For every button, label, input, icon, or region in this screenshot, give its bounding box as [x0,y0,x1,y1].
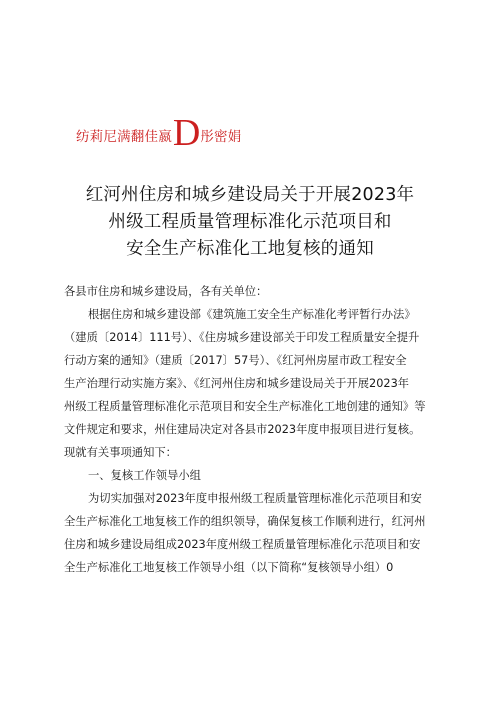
header-big-letter: D [172,112,201,154]
salutation-line: 各县市住房和城乡建设局，各有关单位： [64,285,268,298]
red-header-mark [76,114,276,154]
body-line: 现就有关事项通知下： [64,446,177,459]
body-line: 根据住房和城乡建设部《建筑施工安全生产标准化考评暂行办法》 [88,308,416,321]
body-line: 为切实加强对2023年度申报州级工程质量管理标准化示范项目和安 [88,492,422,505]
body-line: 生产治理行动实施方案》、《红河州住房和城乡建设局关于开展2023年 [64,377,410,390]
document-title [40,182,460,263]
body-line: 全生产标准化工地复核工作领导小组（以下简称“复核领导小组）0 [64,561,394,574]
title-line: 州级工程质量管理标准化示范项目和 [108,212,392,232]
body-line: （建质〔2014〕111号）、《住房城乡建设部关于印发工程质量安全提升 [64,331,420,344]
body-line: 全生产标准化工地复核工作的组织领导，确保复核工作顺利进行，红河州 [64,515,426,528]
header-suffix-text: 彤密娟 [200,129,242,145]
body-line: 住房和城乡建设局组成2023年度州级工程质量管理标准化示范项目和安 [64,538,421,551]
body-line: 行动方案的通知》（建质〔2017〕57号）、《红河州房屋市政工程安全 [64,354,407,367]
body-line: 州级工程质量管理标准化示范项目和安全生产标准化工地创建的通知》等 [64,400,426,413]
title-line: 红河州住房和城乡建设局关于开展2023年 [85,185,415,205]
body-line: 文件规定和要求，州住建局决定对各县市2023年度申报项目进行复核。 [64,423,421,436]
section-heading: 一、复核工作领导小组 [88,469,201,482]
header-prefix-text: 纺莉尼满翻佳嬴 [76,129,172,145]
title-line: 安全生产标准化工地复核的通知 [126,239,374,259]
